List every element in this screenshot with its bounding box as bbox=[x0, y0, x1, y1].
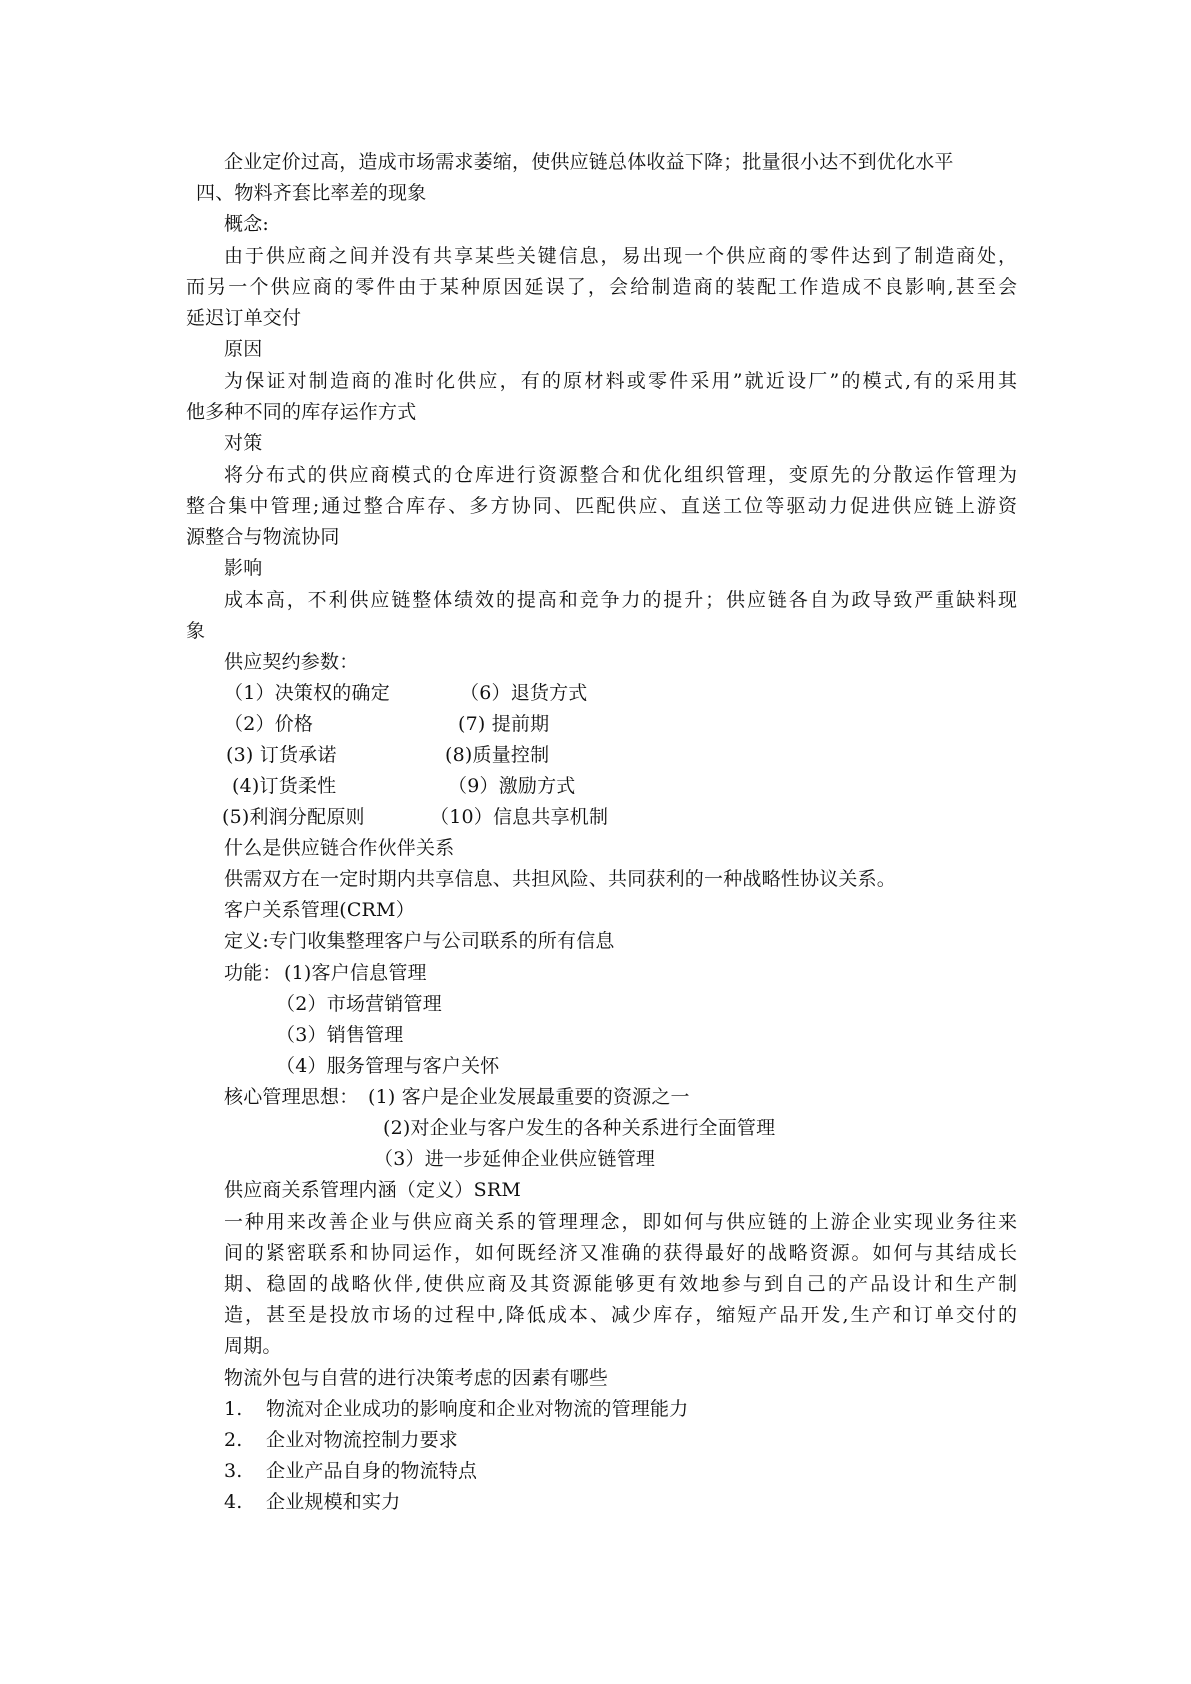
crm-core-item: (1) 客户是企业发展最重要的资源之一 bbox=[368, 1086, 690, 1108]
crm-title: 客户关系管理(CRM） bbox=[224, 899, 415, 921]
crm-function-item: （2）市场营销管理 bbox=[276, 993, 442, 1015]
paragraph-line: 周期。 bbox=[224, 1335, 282, 1357]
contract-param: (3) 订货承诺 bbox=[226, 744, 337, 766]
paragraph-line: 间的紧密联系和协同运作，如何既经济又准确的获得最好的战略资源。如何与其结成长 bbox=[224, 1242, 1017, 1264]
question-heading: 什么是供应链合作伙伴关系 bbox=[224, 837, 455, 859]
contract-param: (8)质量控制 bbox=[445, 744, 550, 766]
paragraph-line: 为保证对制造商的准时化供应，有的原材料或零件采用”就近设厂”的模式,有的采用其 bbox=[224, 370, 1017, 392]
contract-title: 供应契约参数： bbox=[224, 651, 359, 673]
paragraph-line: 造，甚至是投放市场的过程中,降低成本、减少库存，缩短产品开发,生产和订单交付的 bbox=[224, 1304, 1017, 1326]
contract-param: （10）信息共享机制 bbox=[430, 806, 609, 828]
paragraph-line: 他多种不同的库存运作方式 bbox=[186, 401, 417, 423]
paragraph-line: 象 bbox=[186, 620, 206, 642]
list-item-number: 1. bbox=[224, 1398, 243, 1420]
question-heading: 物流外包与自营的进行决策考虑的因素有哪些 bbox=[224, 1367, 609, 1389]
contract-param: （9）激励方式 bbox=[448, 775, 576, 797]
paragraph-line: 而另一个供应商的零件由于某种原因延误了，会给制造商的装配工作造成不良影响,甚至会 bbox=[186, 276, 1017, 298]
crm-core-label: 核心管理思想： bbox=[224, 1086, 359, 1108]
crm-function-label: 功能： bbox=[224, 962, 282, 984]
contract-param: （6）退货方式 bbox=[460, 682, 588, 704]
list-item-number: 2. bbox=[224, 1429, 243, 1451]
list-item: 企业产品自身的物流特点 bbox=[266, 1460, 478, 1482]
crm-definition: 定义:专门收集整理客户与公司联系的所有信息 bbox=[224, 930, 615, 952]
list-item: 企业规模和实力 bbox=[266, 1491, 401, 1513]
paragraph-line: 企业定价过高，造成市场需求萎缩，使供应链总体收益下降；批量很小达不到优化水平 bbox=[224, 151, 954, 173]
paragraph-line: 延迟订单交付 bbox=[186, 307, 302, 329]
crm-function-item: (1)客户信息管理 bbox=[284, 962, 427, 984]
contract-param: （1）决策权的确定 bbox=[224, 682, 390, 704]
paragraph-line: 供需双方在一定时期内共享信息、共担风险、共同获利的一种战略性协议关系。 bbox=[224, 868, 897, 890]
section-heading: 四、物料齐套比率差的现象 bbox=[196, 182, 427, 204]
list-item-number: 4. bbox=[224, 1491, 243, 1513]
concept-label: 概念: bbox=[224, 213, 270, 235]
contract-param: (7) 提前期 bbox=[458, 713, 550, 735]
crm-function-item: （4）服务管理与客户关怀 bbox=[276, 1055, 500, 1077]
contract-param: (4)订货柔性 bbox=[232, 775, 337, 797]
paragraph-line: 期、稳固的战略伙伴,使供应商及其资源能够更有效地参与到自己的产品设计和生产制 bbox=[224, 1273, 1017, 1295]
cause-label: 原因 bbox=[224, 338, 263, 360]
measure-label: 对策 bbox=[224, 432, 263, 454]
list-item: 物流对企业成功的影响度和企业对物流的管理能力 bbox=[266, 1398, 689, 1420]
contract-param: (5)利润分配原则 bbox=[222, 806, 365, 828]
impact-label: 影响 bbox=[224, 557, 263, 579]
paragraph-line: 将分布式的供应商模式的仓库进行资源整合和优化组织管理，变原先的分散运作管理为 bbox=[224, 464, 1017, 486]
paragraph-line: 一种用来改善企业与供应商关系的管理理念，即如何与供应链的上游企业实现业务往来 bbox=[224, 1211, 1017, 1233]
contract-param: （2）价格 bbox=[224, 713, 314, 735]
paragraph-line: 整合集中管理;通过整合库存、多方协同、匹配供应、直送工位等驱动力促进供应链上游资 bbox=[186, 495, 1017, 517]
list-item: 企业对物流控制力要求 bbox=[266, 1429, 459, 1451]
srm-title: 供应商关系管理内涵（定义）SRM bbox=[224, 1179, 521, 1201]
list-item-number: 3. bbox=[224, 1460, 243, 1482]
paragraph-line: 成本高，不利供应链整体绩效的提高和竞争力的提升；供应链各自为政导致严重缺料现 bbox=[224, 589, 1017, 611]
paragraph-line: 由于供应商之间并没有共享某些关键信息，易出现一个供应商的零件达到了制造商处， bbox=[224, 245, 1017, 267]
crm-core-item: （3）进一步延伸企业供应链管理 bbox=[374, 1148, 656, 1170]
crm-core-item: (2)对企业与客户发生的各种关系进行全面管理 bbox=[383, 1117, 776, 1139]
crm-function-item: （3）销售管理 bbox=[276, 1024, 404, 1046]
paragraph-line: 源整合与物流协同 bbox=[186, 526, 340, 548]
